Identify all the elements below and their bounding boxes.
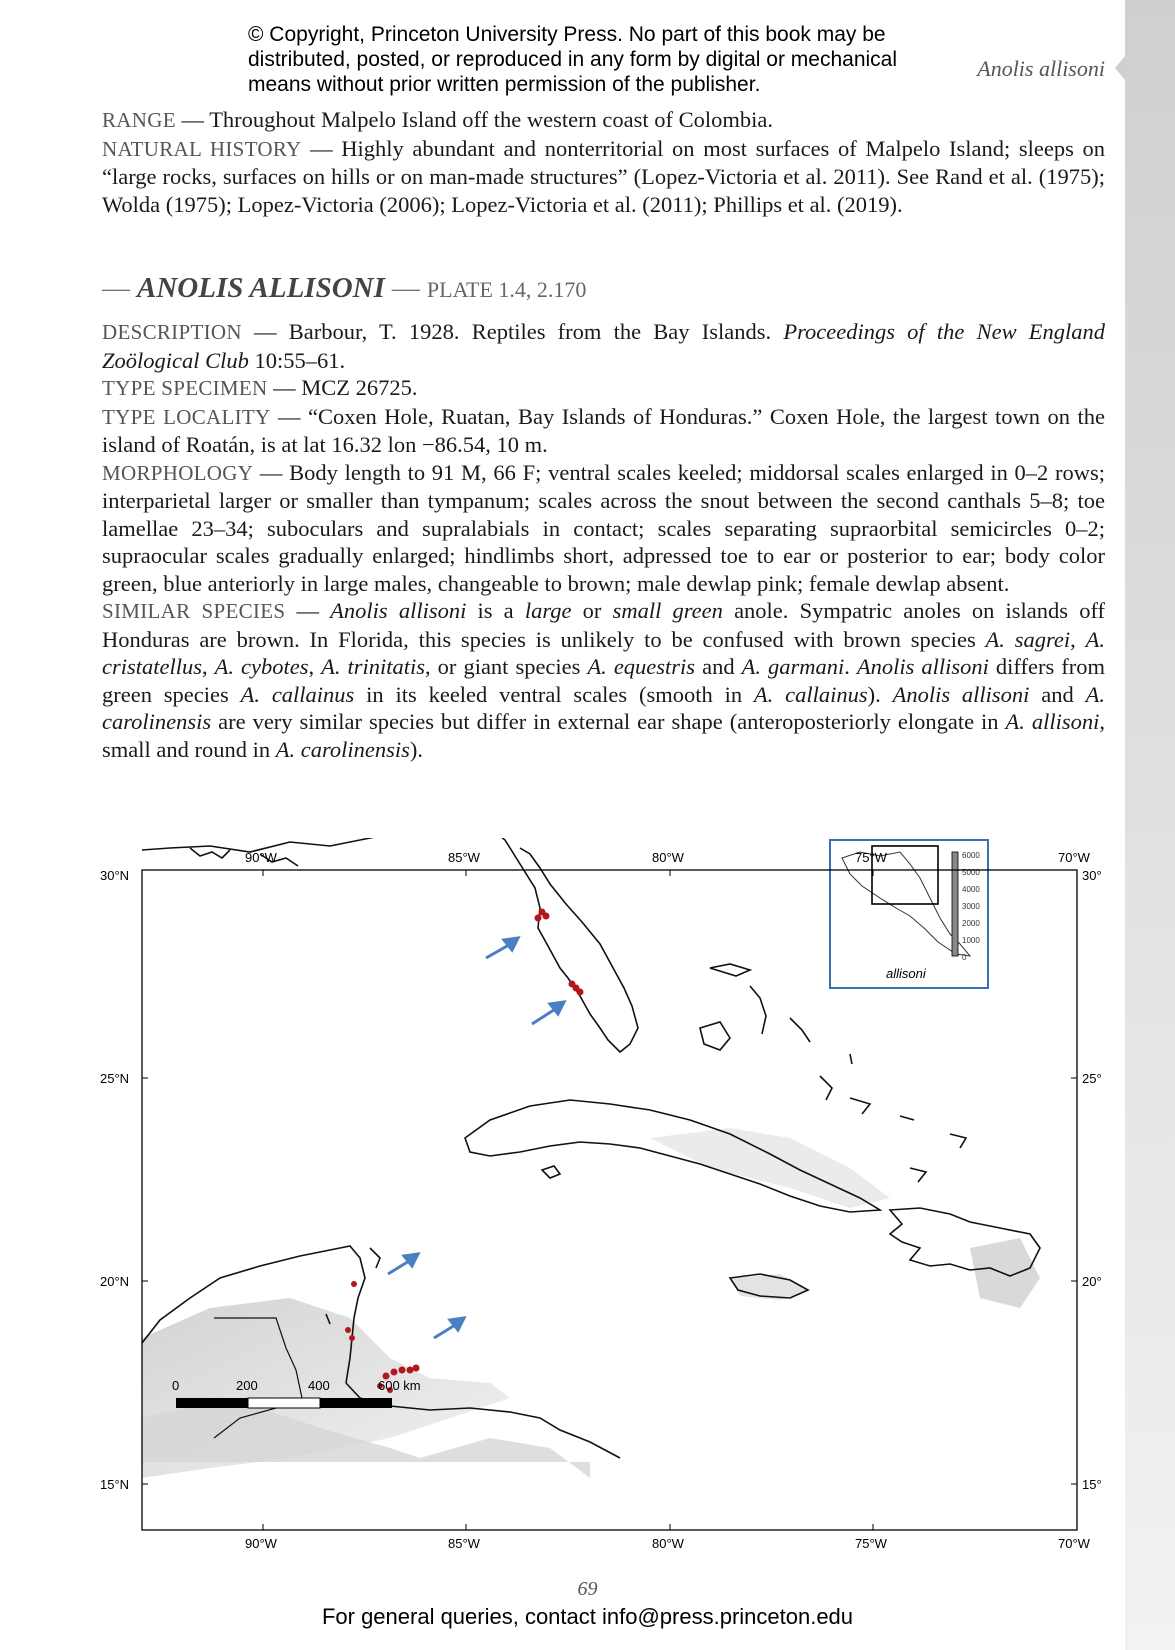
lon-label-top: 75°W bbox=[855, 850, 887, 865]
similar-species-segment: , bbox=[308, 654, 322, 679]
similar-species-segment: A. cristatellus bbox=[102, 626, 1106, 679]
lon-label-top: 85°W bbox=[448, 850, 480, 865]
lat-label-left: 20°N bbox=[100, 1274, 130, 1289]
description-journal: Proceedings of the New England Zoölogical Club bbox=[102, 319, 1106, 373]
type-locality-paragraph: TYPE LOCALITY — “Coxen Hole, Ruatan, Bay Islands of Honduras.” Coxen Hole, the largest town on the island of Roatán, is at lat 16.32 lon −86.54, 10 m. bbox=[102, 403, 1105, 457]
record-point bbox=[391, 1369, 398, 1376]
similar-species-segment: in its keeled ventral scales (smooth in bbox=[354, 681, 754, 707]
location-arrows bbox=[388, 938, 564, 1338]
similar-species-segment: ). bbox=[409, 736, 424, 762]
similar-species-paragraph: SIMILAR SPECIES — Anolis allisoni is a large or small green anole. Sympatric anoles on islands off Honduras are brown. In Florida, this species is unlikely to be confused with brown species A. sagrei, A. cristatellus, A. cybotes, A. trinitatis, or giant species A. equestris and A. garmani. Anolis allisoni differs from green species A. callainus in its keeled ventral scales (smooth in A. callainus). Anolis allisoni and A. carolinensis are very similar species but differ in external ear shape (anteroposteriorly elongate in A. allisoni, small and round in A. carolinensis). bbox=[102, 598, 1106, 762]
lon-label-top: 70°W bbox=[1058, 850, 1090, 865]
similar-species-segment: A. sagrei bbox=[985, 626, 1071, 652]
elevation-label: 3000 bbox=[962, 902, 980, 911]
lat-label-left: 15°N bbox=[100, 1477, 130, 1492]
lat-label-right: 20° bbox=[1082, 1274, 1102, 1289]
similar-species-segment: ). bbox=[867, 681, 893, 707]
morphology-paragraph: MORPHOLOGY — Body length to 91 M, 66 F; ventral scales keeled; middorsal scales enlarged in 0–2 rows; interparietal larger or smaller than tympanum; scales across the snout between the second canthals 5–8; toe lamellae 23–34; suboculars and supralabials in contact; scales separating supraorbital semicircles 0–2; supraocular scales gradually enlarged; hindlimbs short, adpressed toe to ear or posterior to ear; body color green, blue anteriorly in large males, changeable to brown; male dewlap pink; female dewlap absent. bbox=[102, 459, 1106, 596]
scale-label: 0 bbox=[172, 1378, 180, 1393]
record-point bbox=[399, 1367, 406, 1374]
lat-label-right: 15° bbox=[1082, 1477, 1102, 1492]
page-edge-notch bbox=[1115, 56, 1125, 80]
type-locality-text: “Coxen Hole, Ruatan, Bay Islands of Honduras.” Coxen Hole, the largest town on the island of Roatán, is at lat 16.32 lon −86.54, 10 m. bbox=[102, 403, 1105, 457]
natural-history-paragraph: NATURAL HISTORY — Highly abundant and nonterritorial on most surfaces of Malpelo Island; sleeps on “large rocks, surfaces on hills or on man-made structures” (Lopez-Victoria et al. 2011). See Rand et al. (1975); Wolda (1975); Lopez-Victoria (2006); Lopez-Victoria et al. (2011); Phillips et al. (2019). bbox=[102, 135, 1106, 217]
lat-label-right: 30° bbox=[1082, 868, 1102, 883]
footer-contact: For general queries, contact info@press.princeton.edu bbox=[321, 1604, 854, 1629]
similar-species-segment: and bbox=[695, 654, 742, 679]
similar-species-segment: small green bbox=[612, 598, 723, 623]
lon-label-top: 80°W bbox=[652, 850, 684, 865]
similar-species-segment: A. garmani bbox=[741, 654, 845, 679]
similar-species-segment: A. trinitatis bbox=[321, 654, 426, 679]
similar-species-segment: A. cybotes bbox=[214, 654, 309, 679]
distribution-map bbox=[90, 838, 1090, 1548]
elevation-label: 2000 bbox=[962, 919, 980, 928]
running-head: Anolis allisoni bbox=[977, 56, 1105, 81]
species-account bbox=[102, 318, 1105, 763]
terrain-shading bbox=[142, 1128, 1040, 1478]
natural-history-text: Highly abundant and nonterritorial on most surfaces of Malpelo Island; sleeps on “large rocks, surfaces on hills or on man-made structures” (Lopez-Victoria et al. 2011). See Rand et al. (1975); Wolda (1975); Lopez-Victoria (2006); Lopez-Victoria et al. (2011); Phillips et al. (2019). bbox=[102, 135, 1106, 217]
similar-species-segment: , or giant species bbox=[425, 654, 588, 679]
similar-species-segment: A. carolinensis bbox=[102, 681, 1105, 734]
morphology-text: Body length to 91 M, 66 F; ventral scales keeled; middorsal scales enlarged in 0–2 rows; interparietal larger or smaller than tympanum; scales across the snout between the second canthals 5–8; toe lamellae 23–34; suboculars and supralabials in contact; scales separating supraorbital semicircles 0–2; supraocular scales gradually enlarged; hindlimbs short, adpressed toe to ear or posterior to ear; body color green, blue anteriorly in large males, changeable to brown; male dewlap pink; female dewlap absent. bbox=[102, 459, 1106, 596]
inset-map bbox=[830, 840, 988, 988]
similar-species-segment: , small and round in bbox=[102, 709, 1105, 762]
record-point bbox=[349, 1335, 355, 1341]
copyright-notice: © Copyright, Princeton University Press. No part of this book may be distributed, posted, or reproduced in any form by digital or mechanical means without prior written permission of the publisher. bbox=[248, 23, 898, 96]
record-point bbox=[407, 1367, 414, 1374]
description-paragraph: DESCRIPTION — Barbour, T. 1928. Reptiles from the Bay Islands. Proceedings of the New England Zoölogical Club 10:55–61. bbox=[102, 319, 1106, 373]
similar-species-segment: , bbox=[202, 654, 215, 679]
range-paragraph: RANGE — Throughout Malpelo Island off the western coast of Colombia. bbox=[102, 107, 774, 132]
previous-species-text bbox=[102, 106, 1105, 218]
lon-label-bottom: 70°W bbox=[1058, 1536, 1090, 1551]
range-label: RANGE bbox=[102, 108, 176, 132]
inset-species-label: allisoni bbox=[886, 966, 926, 981]
lon-label-bottom: 85°W bbox=[448, 1536, 480, 1551]
record-point bbox=[543, 913, 550, 920]
record-point bbox=[569, 981, 576, 988]
plate-reference: PLATE 1.4, 2.170 bbox=[426, 277, 587, 302]
scale-label: 400 bbox=[308, 1378, 330, 1393]
similar-species-segment: differs from green species bbox=[102, 654, 1105, 707]
lon-label-bottom: 90°W bbox=[245, 1536, 277, 1551]
elevation-label: 0 bbox=[962, 953, 967, 962]
lon-label-bottom: 75°W bbox=[855, 1536, 887, 1551]
lon-label-top: 90°W bbox=[245, 850, 277, 865]
similar-species-segment: A. allisoni bbox=[1005, 709, 1100, 734]
scale-label: 200 bbox=[236, 1378, 258, 1393]
page-edge-tab bbox=[1125, 0, 1175, 1650]
similar-species-segment: Anolis allisoni bbox=[892, 681, 1030, 707]
record-point bbox=[345, 1327, 351, 1333]
lat-label-left: 25°N bbox=[100, 1071, 130, 1086]
similar-species-label: SIMILAR SPECIES bbox=[102, 599, 286, 623]
description-pages: 10:55–61. bbox=[254, 347, 346, 373]
type-specimen-text: MCZ 26725. bbox=[301, 375, 418, 400]
elevation-label: 1000 bbox=[962, 936, 980, 945]
similar-species-segment: . bbox=[844, 654, 857, 679]
species-name: ANOLIS ALLISONI bbox=[137, 272, 385, 304]
morphology-label: MORPHOLOGY bbox=[102, 460, 254, 485]
range-text: Throughout Malpelo Island off the western coast of Colombia. bbox=[209, 107, 774, 132]
natural-history-label: NATURAL HISTORY bbox=[102, 136, 302, 161]
page-number: 69 bbox=[577, 1578, 598, 1600]
similar-species-segment: Anolis allisoni bbox=[330, 598, 467, 623]
species-heading: — ANOLIS ALLISONI — PLATE 1.4, 2.170 bbox=[102, 272, 587, 304]
record-point bbox=[577, 989, 584, 996]
record-point bbox=[413, 1365, 420, 1372]
similar-species-segment: A. callainus bbox=[240, 681, 355, 707]
elevation-label: 5000 bbox=[962, 868, 980, 877]
elevation-label: 4000 bbox=[962, 885, 980, 894]
type-specimen-label: TYPE SPECIMEN bbox=[102, 376, 268, 400]
record-point bbox=[535, 915, 542, 922]
record-point bbox=[351, 1281, 357, 1287]
similar-species-segment: large bbox=[524, 598, 572, 623]
lon-label-bottom: 80°W bbox=[652, 1536, 684, 1551]
lat-label-right: 25° bbox=[1082, 1071, 1102, 1086]
lat-label-left: 30°N bbox=[100, 868, 130, 883]
description-label: DESCRIPTION bbox=[102, 320, 242, 344]
similar-species-segment: and bbox=[1029, 681, 1086, 707]
similar-species-segment: or bbox=[571, 598, 613, 623]
type-specimen-paragraph: TYPE SPECIMEN — MCZ 26725. bbox=[102, 375, 418, 400]
similar-species-segment: , bbox=[1070, 626, 1086, 652]
elevation-label: 6000 bbox=[962, 851, 980, 860]
similar-species-segment: Anolis allisoni bbox=[856, 654, 989, 679]
similar-species-segment: are very similar species but differ in external ear shape (anteroposteriorly elongate in bbox=[211, 709, 1006, 734]
similar-species-segment: anole. Sympatric anoles on islands off Honduras are brown. In Florida, this species is unlikely to be confused with brown species bbox=[102, 598, 1106, 652]
similar-species-segment: A. carolinensis bbox=[275, 736, 410, 762]
description-text: Barbour, T. 1928. Reptiles from the Bay Islands. bbox=[288, 319, 772, 344]
similar-species-segment: A. equestris bbox=[587, 654, 696, 679]
type-locality-label: TYPE LOCALITY bbox=[102, 404, 271, 429]
similar-species-segment: is a bbox=[466, 598, 525, 623]
similar-species-segment: A. callainus bbox=[753, 681, 868, 707]
scale-label: 600 km bbox=[378, 1378, 421, 1393]
